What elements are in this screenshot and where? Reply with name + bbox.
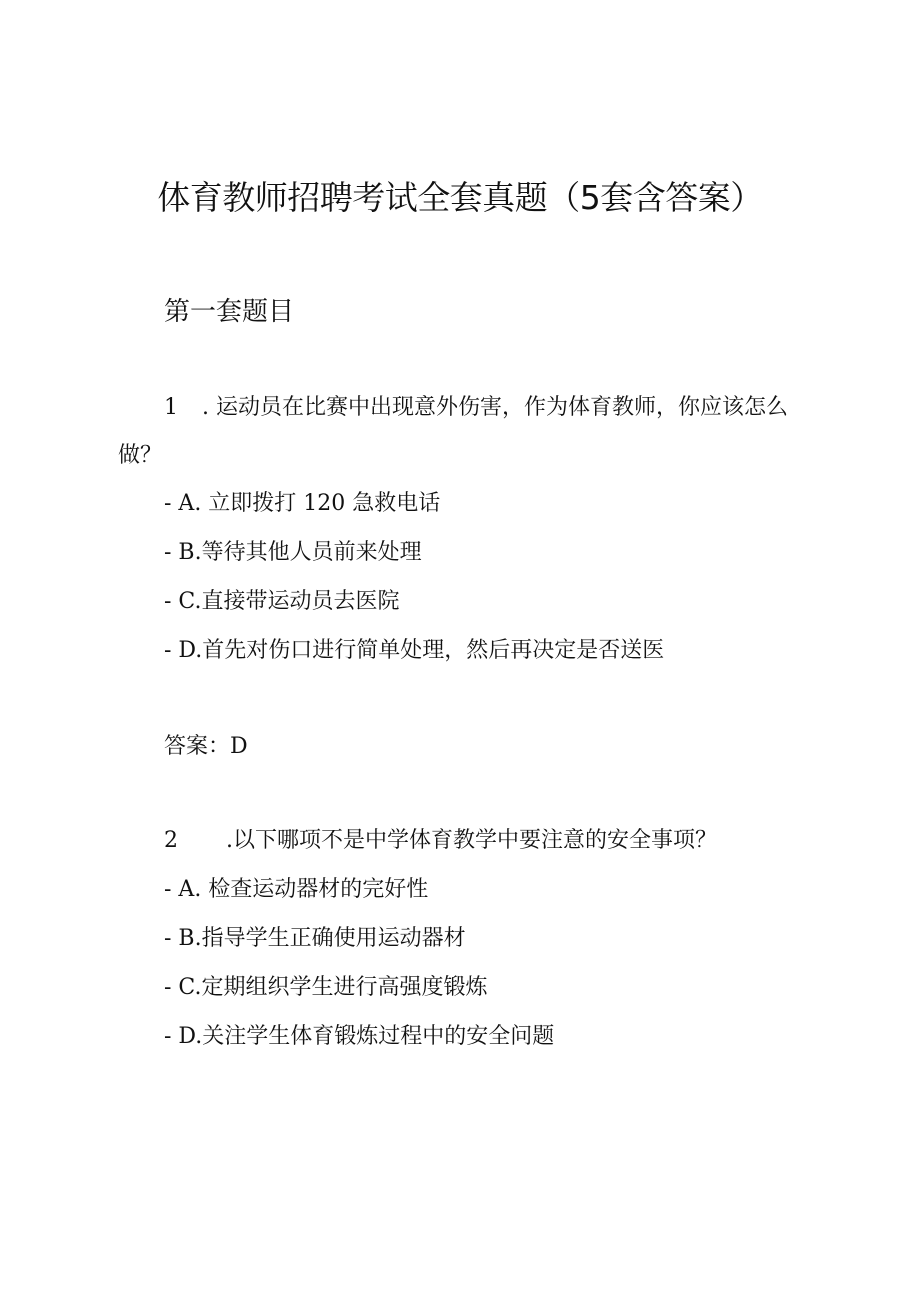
question-2-option-d: - D.关注学生体育锻炼过程中的安全问题 (164, 1024, 555, 1049)
document-title: 体育教师招聘考试全套真题（5套含答案） (157, 178, 763, 217)
section-heading: 第一套题目 (164, 297, 295, 327)
question-1-text-continued: 做？ (118, 443, 163, 468)
question-1-text (164, 393, 804, 423)
question-1-option-b: - B.等待其他人员前来处理 (164, 540, 422, 565)
question-2-option-a: - A. 检查运动器材的完好性 (164, 877, 429, 902)
question-1-option-d: - D.首先对伤口进行简单处理，然后再决定是否送医 (164, 638, 665, 663)
question-2-option-b: - B.指导学生正确使用运动器材 (164, 926, 466, 951)
question-1-answer: 答案：D (164, 734, 248, 759)
question-text: . 运动员在比赛中出现意外伤害，作为体育教师，你应该怎么 (202, 395, 788, 420)
question-number: 2 (164, 828, 178, 853)
question-number: 1 (164, 395, 178, 420)
question-text: .以下哪项不是中学体育教学中要注意的安全事项？ (226, 828, 717, 853)
question-2-text (164, 826, 717, 856)
question-1-option-a: - A. 立即拨打 120 急救电话 (164, 491, 441, 516)
question-1-option-c: - C.直接带运动员去医院 (164, 589, 400, 614)
question-2-option-c: - C.定期组织学生进行高强度锻炼 (164, 975, 488, 1000)
